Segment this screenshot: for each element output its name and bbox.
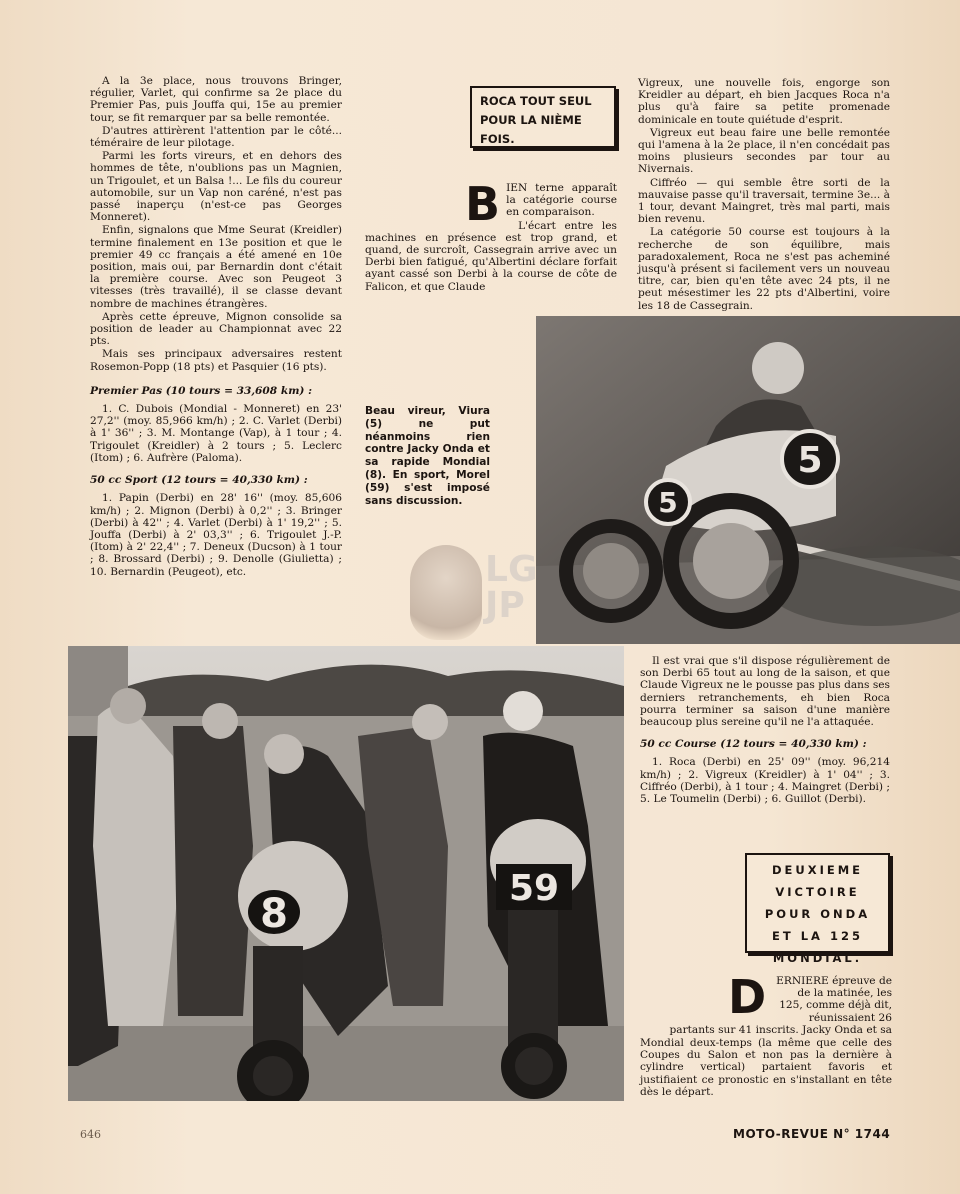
headline-line: FOIS. xyxy=(480,132,515,146)
headline-line: DEUXIEME xyxy=(771,863,864,877)
right-bottom-column xyxy=(640,970,892,1099)
headline-line: VICTOIRE xyxy=(775,885,860,899)
paragraph: ERNIERE épreuve de de la matinée, les 125, comme déjà dit, réunissaient 26 partants sur 41 inscrits. Jacky Onda et sa xyxy=(669,975,892,1036)
magazine-issue: MOTO-REVUE N° 1744 xyxy=(733,1127,891,1141)
paragraph: Vigreux, une nouvelle fois, engorge son Kreidler au départ, eh bien Jacques Roca n'a plus qu'à faire sa petite promenade dominicale en toute quiétude d'esprit. xyxy=(638,77,890,126)
result-50cc-course: 1. Roca (Derbi) en 25' 09'' (moy. 96,214 km/h) ; 2. Vigreux (Kreidler) à 1' 04'' ; 3. Ciffréo (Derbi), à 1 tour ; 4. Maingret (Derbi) ; 5. Le Toumelin (Derbi) ; 6. Guillot (Derbi). xyxy=(640,756,890,806)
photo-rider-5 xyxy=(536,316,960,644)
headline-line: ROCA TOUT SEUL xyxy=(480,94,592,108)
result-title-50cc-course: 50 cc Course (12 tours = 40,330 km) : xyxy=(640,738,867,751)
headline-line: ET LA 125 xyxy=(772,929,863,943)
paragraph: L'écart entre les machines en présence est trop grand, et quand, de surcroît, Cassegrain arrive avec un Derbi bien fatigué, qu'Albertini déclare forfait ayant cassé son Derbi à la course de côte de Falicon, et que Claude xyxy=(365,219,617,293)
paragraph: IEN terne apparaît la catégorie course en comparaison. xyxy=(506,182,617,219)
paragraph: Il est vrai que s'il dispose régulièrement de son Derbi 65 tout au long de la saison, et que Claude Vigreux ne le pousse pas plus dans ses derniers retranchements, eh bien Roca pourra terminer sa saison d'une manière beaucoup plus sereine qu'il ne l'a attaquée. xyxy=(640,655,890,729)
headline-box-onda xyxy=(745,853,890,965)
watermark-line: JP xyxy=(485,585,525,626)
paragraph: Mondial deux-temps (la même que celle des Coupes du Salon et non pas la dernière à cylindre vertical) partaient favoris et justifiaient ce pronostic en s'installant en tête dès le départ. xyxy=(640,1037,892,1098)
headline-line: POUR LA NIÈME xyxy=(480,113,582,127)
paragraph: Après cette épreuve, Mignon consolide sa position de leader au Championnat avec 22 pts. xyxy=(90,310,342,348)
dropcap-b: B xyxy=(465,177,501,231)
headline-box-roca xyxy=(470,86,616,148)
dropcap-d: D xyxy=(728,970,767,1024)
watermark xyxy=(485,549,538,626)
paragraph: A la 3e place, nous trouvons Bringer, régulier, Varlet, qui confirme sa 2e place du Premier Pas, puis Jouffa qui, 15e au premier tour, se fit remarquer par sa belle remontée. xyxy=(90,75,342,124)
race-number-59: 59 xyxy=(508,868,560,909)
race-number-5-front: 5 xyxy=(658,486,678,519)
race-number-5-side: 5 xyxy=(797,440,823,481)
result-title-premier-pas: Premier Pas (10 tours = 33,608 km) : xyxy=(90,384,313,397)
headline-line: MONDIAL. xyxy=(772,951,863,965)
headline-line: POUR ONDA xyxy=(764,907,871,921)
result-premier-pas: 1. C. Dubois (Mondial - Monneret) en 23' 27,2'' (moy. 85,966 km/h) ; 2. C. Varlet (Derbi) à 1' 36'' ; 3. M. Montange (Vap), à 1 tour ; 4. Trigoulet (Kreidler) à 2 tours ; 5. Leclerc (Itom) ; 6. Aufrère (Paloma). xyxy=(90,403,342,464)
paragraph: La catégorie 50 course est toujours à la recherche de son équilibre, mais paradoxalement, Roca ne s'est pas acheminé jusqu'à présent si facilement vers un nouveau titre, car, bien qu'en tête avec 24 pts, il ne peut mésestimer les 22 pts d'Albertini, voire les 18 de Cassegrain. xyxy=(638,226,890,312)
race-number-8: 8 xyxy=(260,891,288,937)
watermark-line: LG xyxy=(485,549,538,590)
paragraph: Ciffréo — qui semble être sorti de la mauvaise passe qu'il traversait, termine 3e... à 1 tour, devant Maingret, très mal parti, mais bien revenu. xyxy=(638,176,890,226)
right-top-column xyxy=(638,77,890,313)
paragraph: D'autres attirèrent l'attention par le côté... téméraire de leur pilotage. xyxy=(90,124,342,150)
paragraph: Parmi les forts vireurs, et en dehors des hommes de tête, n'oublions pas un Magnien, un Trigoulet, et un Balsa !... Le fils du coureur automobile, sur un Vap non caréné, n'est pas passé inaperçu (n'est-ce pas Georges Monneret). xyxy=(90,150,342,224)
photo-caption: Beau vireur, Viura (5) ne put néanmoins rien contre Jacky Onda et sa rapide Mondial (8). En sport, Morel (59) s'est imposé sans discussion. xyxy=(365,405,490,507)
result-50cc-sport: 1. Papin (Derbi) en 28' 16'' (moy. 85,606 km/h) ; 2. Mignon (Derbi) à 0,2'' ; 3. Bringer (Derbi) à 42'' ; 4. Varlet (Derbi) à 1' 19,2'' ; 5. Jouffa (Derbi) à 2' 03,3'' ; 6. Trigoulet J.-P. (Itom) à 2' 22,4'' ; 7. Deneux (Ducson) à 1 tour ; 8. Brossard (Derbi) ; 9. Denolle (Giulietta) ; 10. Bernardin (Peugeot), etc. xyxy=(90,492,342,578)
left-column xyxy=(90,75,342,579)
result-title-50cc-sport: 50 cc Sport (12 tours = 40,330 km) : xyxy=(90,474,308,487)
page-number: 646 xyxy=(80,1128,101,1141)
paragraph: Mais ses principaux adversaires restent Rosemon-Popp (18 pts) et Pasquier (16 pts). xyxy=(90,348,342,373)
middle-column xyxy=(365,177,617,294)
right-middle-column xyxy=(640,655,890,806)
paragraph: Enfin, signalons que Mme Seurat (Kreidler) termine finalement en 13e position et que le premier 49 cc français a été amené en 10e position, mais oui, par Bernardin dont c'était la première course. Avec son Peugeot 3 vitesses (très travaillé), il se classe devant nombre de machines étrangères. xyxy=(90,224,342,310)
watermark-face xyxy=(410,545,482,640)
paragraph: Vigreux eut beau faire une belle remontée qui l'amena à la 2e place, il n'en concédait pas moins plusieurs secondes par tour au Nivernais. xyxy=(638,126,890,176)
photo-group-riders xyxy=(68,646,624,1101)
